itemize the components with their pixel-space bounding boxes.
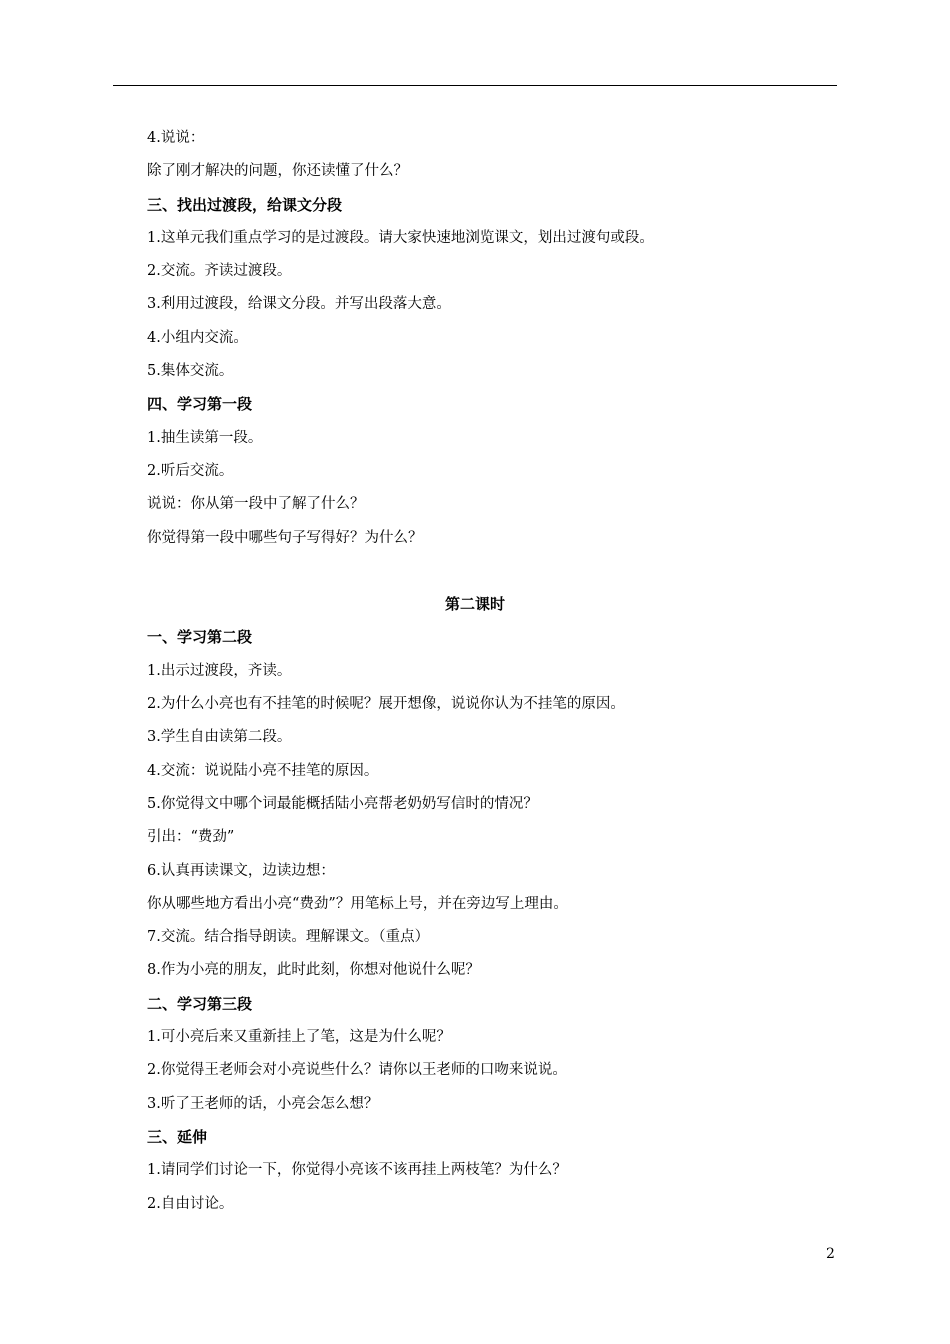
spacer [147,555,827,588]
text-line: 1.出示过渡段，齐读。 [147,662,292,679]
section-part2 [147,621,827,1220]
text-line: 2.你觉得王老师会对小亮说些什么？请你以王老师的口吻来说说。 [147,1062,567,1079]
header-rule [113,85,837,86]
lesson-title: 第二课时 [444,595,505,614]
section-heading: 一、学习第二段 [147,628,253,647]
text-line: 你从哪些地方看出小亮“费劲”？用笔标上号，并在旁边写上理由。 [147,895,568,912]
text-line: 1.这单元我们重点学习的是过渡段。请大家快速地浏览课文，划出过渡句或段。 [147,229,654,246]
section-part1 [147,122,827,555]
section-heading: 三、找出过渡段，给课文分段 [147,195,343,214]
text-line: 4.说说： [147,130,205,146]
text-line: 2.听后交流。 [147,462,234,479]
text-line: 5.你觉得文中哪个词最能概括陆小亮帮老奶奶写信时的情况？ [147,795,538,812]
section-heading: 四、学习第一段 [147,395,253,414]
text-line: 3.听了王老师的话，小亮会怎么想？ [147,1095,379,1112]
text-line: 除了刚才解决的问题，你还读懂了什么？ [147,163,408,180]
text-line: 说说：你从第一段中了解了什么？ [147,496,365,513]
text-line: 引出：“费劲” [147,829,235,846]
text-line: 8.作为小亮的朋友，此时此刻，你想对他说什么呢？ [147,962,480,979]
text-line: 4.小组内交流。 [147,329,248,346]
text-line: 5.集体交流。 [147,363,234,380]
text-line: 4.交流：说说陆小亮不挂笔的原因。 [147,762,379,779]
text-line: 1.可小亮后来又重新挂上了笔，这是为什么呢？ [147,1029,451,1046]
text-line: 你觉得第一段中哪些句子写得好？为什么？ [147,529,423,546]
page-number: 2 [826,1246,835,1262]
text-line: 2.为什么小亮也有不挂笔的时候呢？展开想像，说说你认为不挂笔的原因。 [147,696,625,713]
text-line: 2.交流。齐读过渡段。 [147,263,292,280]
text-line: 1.请同学们讨论一下，你觉得小亮该不该再挂上两枝笔？为什么？ [147,1162,567,1179]
section-heading: 二、学习第三段 [147,994,253,1013]
text-line: 6.认真再读课文，边读边想： [147,862,335,879]
document-body [147,122,827,1221]
text-line: 3.学生自由读第二段。 [147,729,292,746]
text-line: 2.自由讨论。 [147,1195,234,1212]
text-line: 1.抽生读第一段。 [147,429,263,446]
section-heading: 三、延伸 [147,1127,208,1146]
text-line: 3.利用过渡段，给课文分段。并写出段落大意。 [147,296,451,313]
text-line: 7.交流。结合指导朗读。理解课文。（重点） [147,929,430,946]
